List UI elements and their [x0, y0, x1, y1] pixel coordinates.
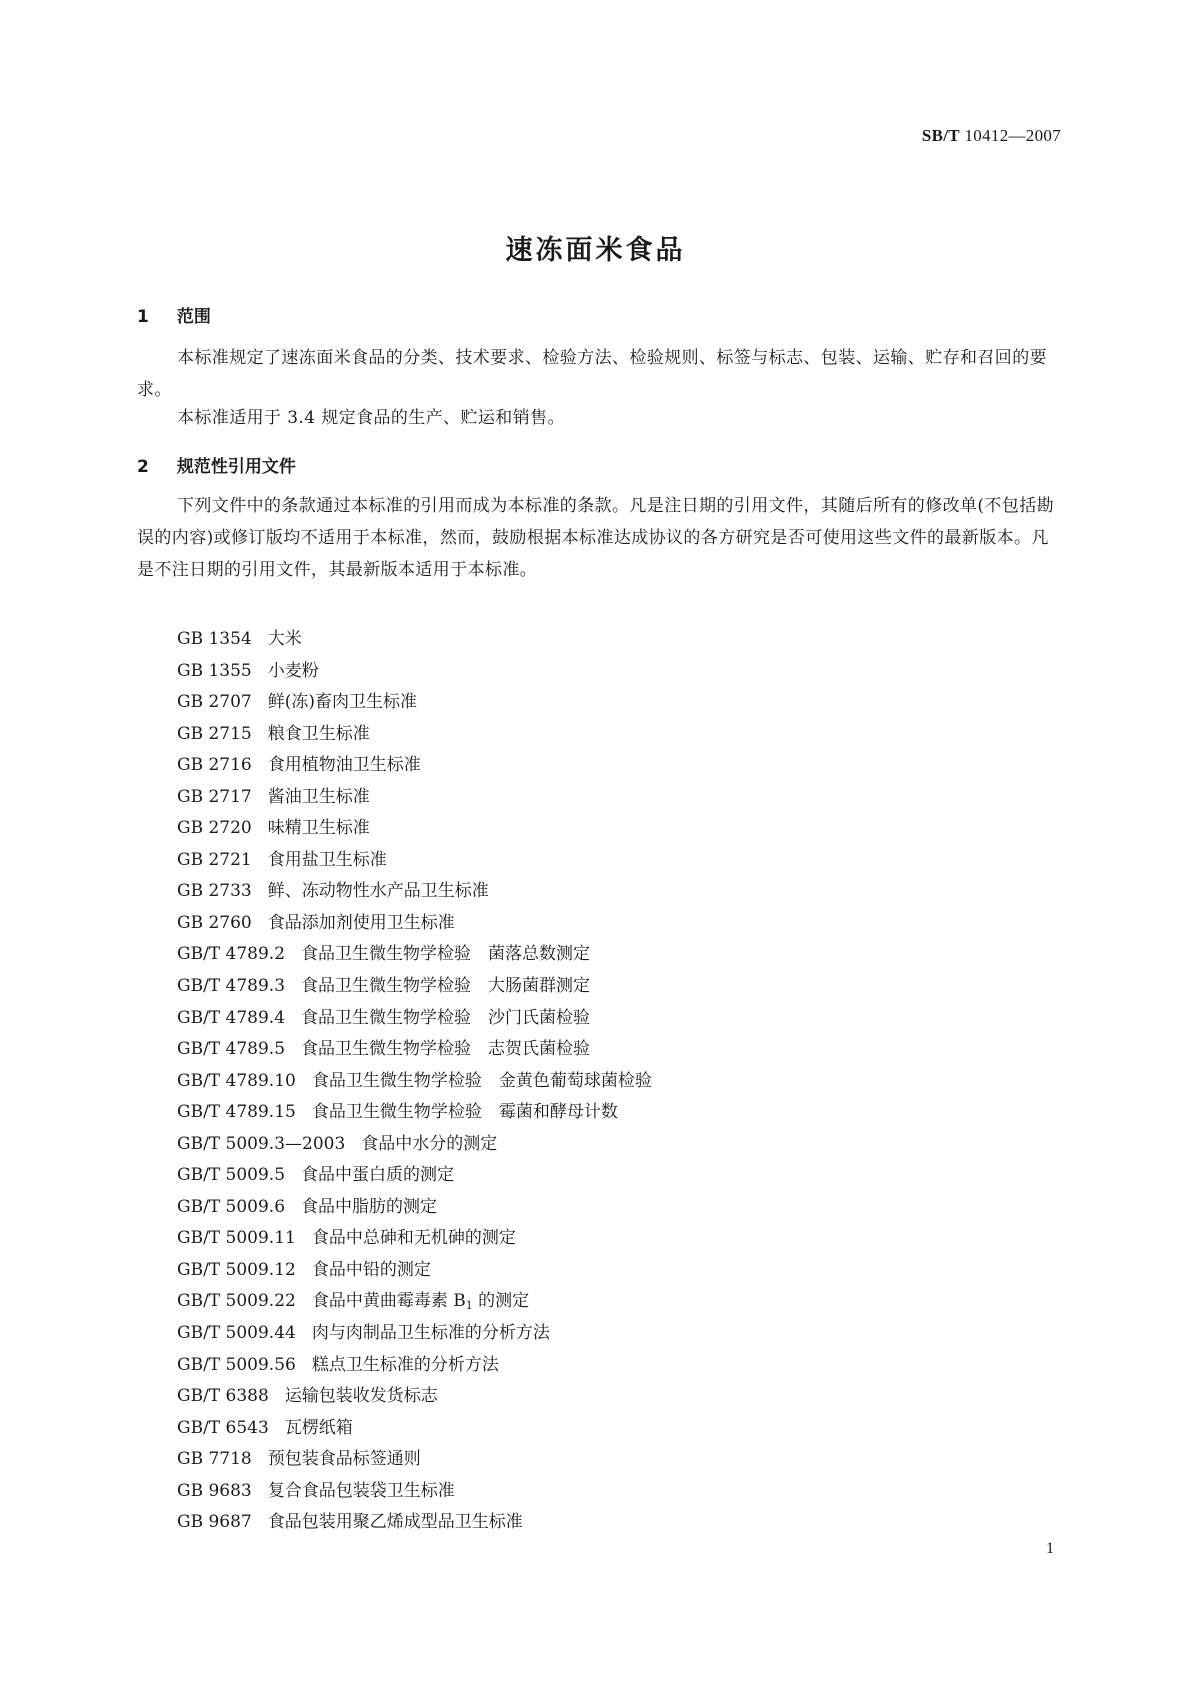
reference-title: 食品中脂肪的测定: [301, 1196, 438, 1217]
reference-title: 小麦粉: [267, 660, 319, 681]
reference-title: 食品卫生微生物学检验 沙门氏菌检验: [301, 1007, 591, 1028]
reference-item: [177, 1381, 652, 1413]
reference-item: [177, 813, 652, 845]
reference-title: 酱油卫生标准: [267, 786, 370, 807]
section-number: 2: [137, 457, 149, 477]
reference-item: [177, 845, 652, 877]
reference-code: GB 2716: [177, 755, 252, 776]
reference-item: [177, 1034, 652, 1066]
reference-code: GB/T 4789.4: [177, 1007, 286, 1028]
reference-title: 粮食卫生标准: [267, 723, 370, 744]
reference-code: GB 2760: [177, 912, 252, 933]
reference-code: GB/T 5009.44: [177, 1323, 296, 1344]
section-2-paragraph-1: 下列文件中的条款通过本标准的引用而成为本标准的条款。凡是注日期的引用文件，其随后所有的修改单(不包括勘误的内容)或修订版均不适用于本标准，然而，鼓励根据本标准达成协议的各方研究是否可使用这些文件的最新版本。凡是不注日期的引用文件，其最新版本适用于本标准。: [137, 496, 1055, 580]
reference-item: [177, 782, 652, 814]
reference-item: [177, 1476, 652, 1508]
reference-code: GB 1354: [177, 629, 252, 649]
reference-item: [177, 656, 652, 688]
reference-item: [177, 1192, 652, 1224]
section-1-paragraph-1: 本标准规定了速冻面米食品的分类、技术要求、检验方法、检验规则、标签与标志、包装、运输、贮存和召回的要求。: [137, 348, 1047, 400]
reference-item: [177, 719, 652, 751]
reference-item: [177, 1350, 652, 1382]
reference-code: GB 2707: [177, 692, 252, 713]
reference-title: 食品中总砷和无机砷的测定: [311, 1228, 516, 1249]
reference-title: 糕点卫生标准的分析方法: [311, 1354, 499, 1375]
reference-code: GB 2717: [177, 786, 252, 807]
reference-item: [177, 1507, 652, 1539]
reference-item: [177, 1066, 652, 1098]
reference-item: [177, 624, 652, 656]
document-title: 速冻面米食品: [505, 235, 686, 266]
reference-item: [177, 971, 652, 1003]
reference-code: GB/T 5009.22: [177, 1291, 296, 1312]
reference-code: GB/T 4789.2: [177, 944, 286, 965]
section-title: 范围: [176, 307, 211, 327]
reference-title: 鲜(冻)畜肉卫生标准: [267, 692, 418, 713]
reference-item: [177, 1413, 652, 1445]
reference-title: 食品卫生微生物学检验 大肠菌群测定: [301, 976, 591, 997]
reference-item: [177, 1097, 652, 1129]
reference-item: [177, 1318, 652, 1350]
reference-title: 食品中铅的测定: [311, 1259, 431, 1280]
reference-code: GB 9687: [177, 1512, 252, 1533]
reference-code: GB/T 6543: [177, 1417, 269, 1438]
reference-title: 鲜、冻动物性水产品卫生标准: [267, 881, 489, 902]
reference-code: GB/T 5009.6: [177, 1196, 286, 1217]
reference-item: [177, 1223, 652, 1255]
reference-code: GB/T 6388: [177, 1386, 269, 1407]
reference-item: [177, 750, 652, 782]
reference-title: 瓦楞纸箱: [284, 1417, 353, 1438]
reference-title: 食品卫生微生物学检验 霉菌和酵母计数: [311, 1102, 618, 1123]
reference-title: 复合食品包装袋卫生标准: [267, 1480, 455, 1501]
reference-code: GB 2721: [177, 849, 252, 870]
reference-code: GB/T 4789.3: [177, 976, 286, 997]
reference-code: GB 2715: [177, 723, 252, 744]
reference-title-subscript: 1: [465, 1299, 473, 1313]
reference-title: 运输包装收发货标志: [284, 1386, 438, 1407]
reference-title: 预包装食品标签通则: [267, 1449, 421, 1470]
reference-code: GB 1355: [177, 660, 252, 681]
reference-code: GB 2720: [177, 818, 252, 839]
reference-title: 食用盐卫生标准: [267, 849, 387, 870]
section-2-heading: [137, 452, 296, 477]
reference-title: 味精卫生标准: [267, 818, 370, 839]
reference-code: GB/T 5009.11: [177, 1228, 296, 1249]
reference-title: 食品中蛋白质的测定: [301, 1165, 455, 1186]
reference-title: 肉与肉制品卫生标准的分析方法: [311, 1323, 550, 1344]
reference-item: [177, 876, 652, 908]
reference-item: [177, 1003, 652, 1035]
reference-code: GB 2733: [177, 881, 252, 902]
reference-code: GB/T 4789.5: [177, 1039, 286, 1060]
standard-code: [922, 126, 1061, 146]
reference-item: [177, 1129, 652, 1161]
reference-title-tail: 的测定: [472, 1291, 530, 1312]
section-number: 1: [137, 307, 149, 327]
reference-title: 食品卫生微生物学检验 菌落总数测定: [301, 944, 591, 965]
normative-references-list: [177, 624, 652, 1539]
reference-title: 食品中水分的测定: [361, 1133, 498, 1154]
reference-code: GB/T 4789.10: [177, 1070, 296, 1091]
reference-code: GB 7718: [177, 1449, 252, 1470]
section-title: 规范性引用文件: [176, 457, 296, 477]
reference-code: GB/T 5009.3—2003: [177, 1133, 346, 1154]
section-1-heading: [137, 302, 211, 327]
reference-code: GB 9683: [177, 1480, 252, 1501]
reference-title-main: 食品中黄曲霉毒素 B: [311, 1291, 466, 1312]
standard-prefix: SB/T: [921, 126, 960, 145]
standard-number: 10412—2007: [964, 126, 1061, 145]
reference-code: GB/T 5009.12: [177, 1259, 296, 1280]
section-1-paragraph-2: 本标准适用于 3.4 规定食品的生产、贮运和销售。: [177, 408, 565, 428]
reference-item: [177, 687, 652, 719]
reference-title: 食品卫生微生物学检验 金黄色葡萄球菌检验: [311, 1070, 652, 1091]
reference-code: GB/T 5009.5: [177, 1165, 286, 1186]
reference-item: [177, 1160, 652, 1192]
reference-item: [177, 1286, 652, 1318]
reference-item: [177, 939, 652, 971]
reference-item: [177, 1255, 652, 1287]
reference-title: 食品卫生微生物学检验 志贺氏菌检验: [301, 1039, 591, 1060]
reference-item: [177, 1444, 652, 1476]
reference-title: 食品包装用聚乙烯成型品卫生标准: [267, 1512, 523, 1533]
reference-title: [312, 1291, 529, 1311]
reference-code: GB/T 5009.56: [177, 1354, 296, 1375]
page-number: 1: [1046, 1540, 1054, 1557]
reference-code: GB/T 4789.15: [177, 1102, 296, 1123]
reference-title: 大米: [267, 629, 302, 649]
reference-title: 食品添加剂使用卫生标准: [267, 912, 455, 933]
reference-title: 食用植物油卫生标准: [267, 755, 421, 776]
reference-item: [177, 908, 652, 940]
